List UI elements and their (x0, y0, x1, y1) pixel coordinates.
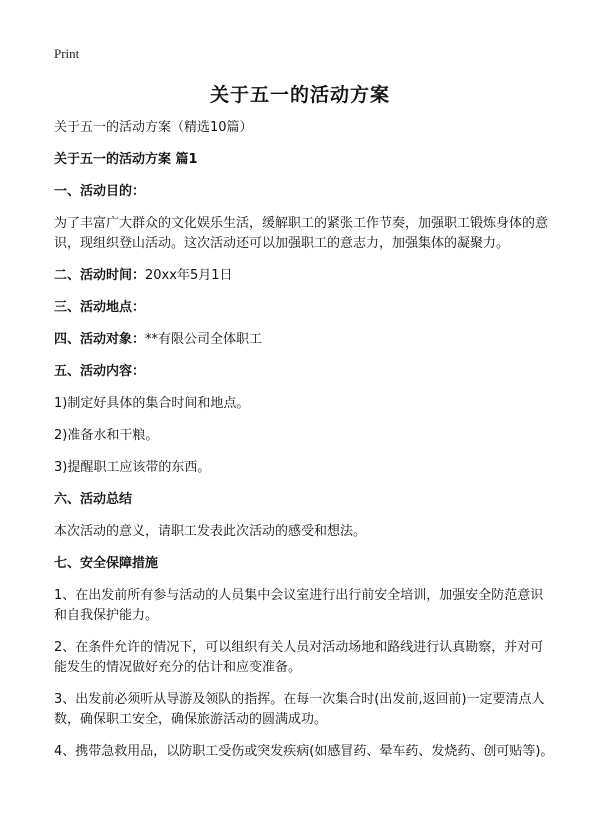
section-1-heading: 一、活动目的： (54, 184, 146, 199)
article-heading: 关于五一的活动方案 篇1 (54, 152, 198, 167)
section-6-body: 本次活动的意义，请职工发表此次活动的感受和想法。 (54, 524, 367, 539)
section-7-item: 2、在条件允许的情况下，可以组织有关人员对活动场地和路线进行认真勘察，并对可能发生的情况做好充分的估计和应变准备。 (54, 640, 544, 675)
section-5-item: 1)制定好具体的集合时间和地点。 (54, 396, 250, 411)
document-body (54, 118, 554, 774)
section-2-value: 20xx年5月1日 (145, 268, 233, 283)
section-1-body: 为了丰富广大群众的文化娱乐生活，缓解职工的紧张工作节奏，加强职工锻炼身体的意识，现组织登山活动。这次活动还可以加强职工的意志力，加强集体的凝聚力。 (54, 216, 549, 251)
section-4-heading (54, 330, 554, 350)
section-7-item: 3、出发前必须听从导游及领队的指挥。在每一次集合时(出发前,返回前)一定要清点人数，确保职工安全，确保旅游活动的圆满成功。 (54, 692, 545, 727)
document-title: 关于五一的活动方案 (209, 84, 390, 106)
section-7-item: 1、在出发前所有参与活动的人员集中会议室进行出行前安全培训，加强安全防范意识和自我保护能力。 (54, 588, 544, 623)
section-4-label: 四、活动对象： (54, 332, 146, 347)
document-subtitle: 关于五一的活动方案（精选10篇） (54, 120, 253, 135)
section-6-heading: 六、活动总结 (54, 492, 133, 507)
section-3-heading: 三、活动地点： (54, 300, 146, 315)
section-2-label: 二、活动时间： (54, 268, 146, 283)
section-5-heading: 五、活动内容： (54, 364, 146, 379)
section-5-item: 2)准备水和干粮。 (54, 428, 159, 443)
section-7-heading: 七、安全保障措施 (54, 556, 159, 571)
print-link[interactable]: Print (54, 46, 80, 61)
section-7-item: 4、携带急救用品，以防职工受伤或突发疾病(如感冒药、晕车药、发烧药、创可贴等)。 (54, 744, 554, 759)
section-5-item: 3)提醒职工应该带的东西。 (54, 460, 211, 475)
section-4-value: **有限公司全体职工 (145, 332, 263, 347)
section-2-heading (54, 266, 554, 286)
